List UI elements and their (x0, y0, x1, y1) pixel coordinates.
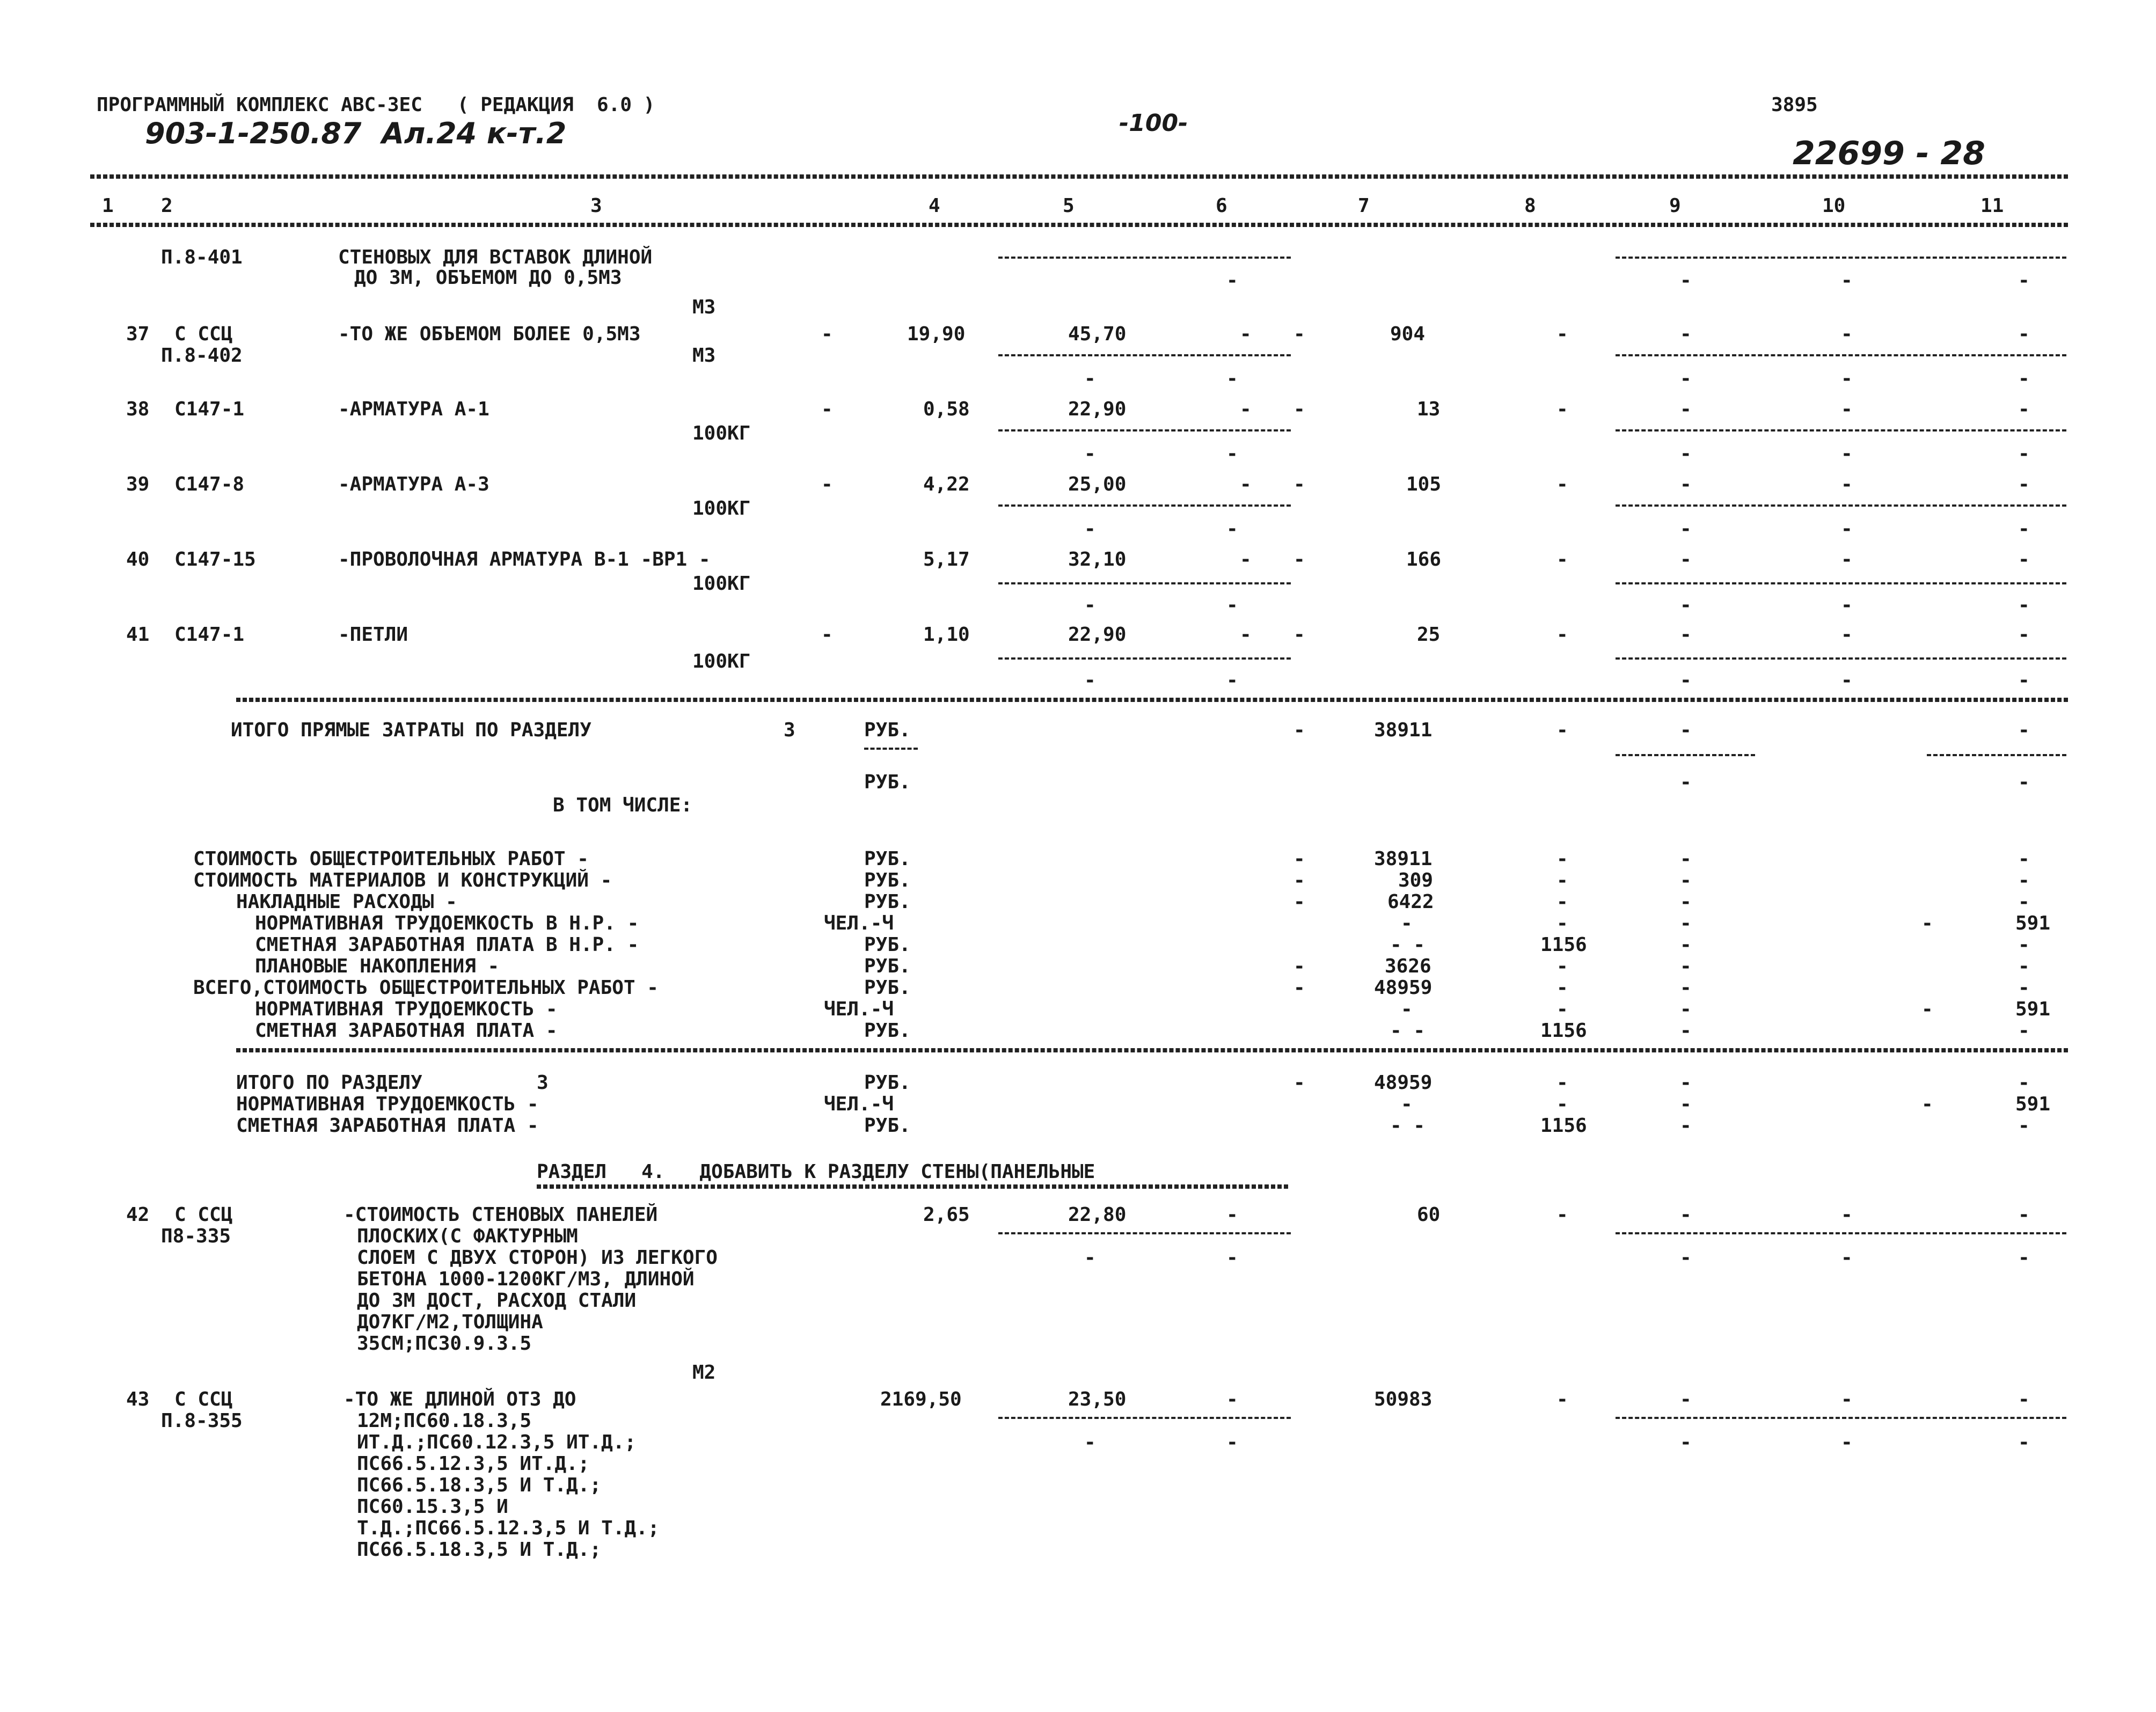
row-value: - (1680, 1431, 1692, 1453)
row-number: 42 (126, 1204, 150, 1226)
breakdown-col8: 3626 (1385, 955, 1431, 977)
row-description: ДО7КГ/М2,ТОЛЩИНА (357, 1311, 543, 1333)
row-col4: - (821, 398, 833, 420)
breakdown-col9: - (1556, 998, 1568, 1020)
row-description: БЕТОНА 1000-1200КГ/М3, ДЛИНОЙ (357, 1268, 695, 1290)
row-value: - (1841, 443, 1853, 465)
row-rule (998, 657, 1291, 660)
section-total-unit: РУБ. (864, 1072, 911, 1094)
row-code: С147-1 (174, 624, 245, 646)
row-value: - (1680, 368, 1692, 390)
row-description: -ПЕТЛИ (338, 624, 408, 646)
breakdown-col8: - - (1390, 1020, 1426, 1042)
row-col8: 25 (1417, 624, 1441, 646)
row-col4: - (821, 473, 833, 495)
breakdown-col10: - (1680, 1020, 1692, 1042)
section4-title-underline (537, 1184, 1288, 1189)
row-col5: 0,58 (923, 398, 970, 420)
row-value: - (1226, 443, 1238, 465)
column-header: 7 (1358, 195, 1370, 217)
row-rule (998, 354, 1291, 356)
breakdown-label: СТОИМОСТЬ МАТЕРИАЛОВ И КОНСТРУКЦИЙ - (193, 869, 612, 891)
column-header: 4 (929, 195, 940, 217)
section-total-col9: 1156 (1540, 1115, 1587, 1137)
row-col10: - (1680, 624, 1692, 646)
row-col10b: - (1841, 398, 1853, 420)
row-col5: 5,17 (923, 548, 970, 570)
row-value: - (1084, 518, 1096, 540)
breakdown-label: СТОИМОСТЬ ОБЩЕСТРОИТЕЛЬНЫХ РАБОТ - (193, 848, 589, 870)
row-col10: - (1680, 1204, 1692, 1226)
row-col10: - (1680, 473, 1692, 495)
row-col7: - (1226, 1204, 1238, 1226)
row-col10: - (1680, 548, 1692, 570)
breakdown-col11: - (2018, 955, 2030, 977)
breakdown-col9: - (1556, 891, 1568, 913)
row-description: -АРМАТУРА А-1 (338, 398, 489, 420)
breakdown-col10: - (1680, 848, 1692, 870)
column-header: 8 (1524, 195, 1536, 217)
totals-value: 38911 (1374, 719, 1433, 741)
section-total-col10: - (1680, 1093, 1692, 1115)
breakdown-col11: - (2018, 891, 2030, 913)
row-col7b: - (1293, 548, 1305, 570)
row-rule (1616, 1232, 2066, 1234)
section-total-col8: - (1401, 1093, 1413, 1115)
column-header: 9 (1669, 195, 1681, 217)
row-description: -ТО ЖЕ ДЛИНОЙ ОТ3 ДО (344, 1388, 576, 1410)
row-col6: 23,50 (1068, 1388, 1127, 1410)
row-description: -ПРОВОЛОЧНАЯ АРМАТУРА В-1 -ВР1 - (338, 548, 711, 570)
row-rule (998, 1232, 1291, 1234)
breakdown-col10: - (1680, 912, 1692, 934)
row-value: - (2018, 669, 2030, 691)
row-rule (998, 429, 1291, 431)
row-value: - (1680, 518, 1692, 540)
section-total-col9: - (1556, 1093, 1568, 1115)
breakdown-col8: 309 (1398, 869, 1434, 891)
row-col11: - (2018, 473, 2030, 495)
row-col7: - (1226, 1388, 1238, 1410)
row-code: С ССЦ (174, 1388, 233, 1410)
row-col11: - (2018, 398, 2030, 420)
row-value: - (1226, 518, 1238, 540)
row-code: С ССЦ (174, 1204, 233, 1226)
row-col9: - (1556, 1204, 1568, 1226)
row-value: - (1084, 368, 1096, 390)
row-value: - (1680, 443, 1692, 465)
breakdown-unit: РУБ. (864, 977, 911, 999)
row-col6: 32,10 (1068, 548, 1127, 570)
row-col7: - (1240, 624, 1252, 646)
program-title: ПРОГРАММНЫЙ КОМПЛЕКС АВС-ЗЕС ( РЕДАКЦИЯ 6.0 ) (97, 94, 655, 116)
breakdown-col8: - - (1390, 934, 1426, 956)
row-value: - (2018, 594, 2030, 616)
row-unit: М3 (692, 296, 716, 318)
breakdown-col8: 6422 (1387, 891, 1434, 913)
row-col8: 166 (1406, 548, 1442, 570)
breakdown-dash: - (1293, 977, 1305, 999)
totals-value: - (2018, 719, 2030, 741)
breakdown-unit: РУБ. (864, 891, 911, 913)
page-number: -100- (1119, 109, 1188, 137)
row-description: ПЛОСКИХ(С ФАКТУРНЫМ (357, 1225, 578, 1247)
breakdown-label: СМЕТНАЯ ЗАРАБОТНАЯ ПЛАТА - (255, 1020, 558, 1042)
column-header: 11 (1980, 195, 2004, 217)
breakdown-col11: - (2018, 1020, 2030, 1042)
breakdown-unit: ЧЕЛ.-Ч (824, 912, 894, 934)
row-description: СЛОЕМ С ДВУХ СТОРОН) ИЗ ЛЕГКОГО (357, 1247, 718, 1269)
row-col6: 25,00 (1068, 473, 1127, 495)
row-unit: 100КГ (692, 497, 751, 520)
breakdown-col11: - (2018, 869, 2030, 891)
section-total-unit: РУБ. (864, 1115, 911, 1137)
row-description: ИТ.Д.;ПС60.12.3,5 ИТ.Д.; (357, 1431, 637, 1453)
row-value: - (2018, 443, 2030, 465)
row-col5: 4,22 (923, 473, 970, 495)
section-total-col9: - (1556, 1072, 1568, 1094)
row-col7b: - (1293, 323, 1305, 345)
breakdown-col11: 591 (2015, 998, 2051, 1020)
row-value: - (1680, 269, 1692, 291)
row-unit: 100КГ (692, 650, 751, 672)
section-total-col10: - (1680, 1115, 1692, 1137)
row-col11: - (2018, 1204, 2030, 1226)
section-total-label: ИТОГО ПО РАЗДЕЛУ (236, 1072, 422, 1094)
row-rule (998, 257, 1291, 259)
row-col10b: - (1841, 473, 1853, 495)
row-col5: 2,65 (923, 1204, 970, 1226)
section-total-col11: - (2018, 1115, 2030, 1137)
row-value: - (1841, 1247, 1853, 1269)
row-col9: - (1556, 473, 1568, 495)
breakdown-label: НОРМАТИВНАЯ ТРУДОЕМКОСТЬ - (255, 998, 558, 1020)
breakdown-col10: - (1680, 955, 1692, 977)
breakdown-col8: - (1401, 998, 1413, 1020)
breakdown-label: ВСЕГО,СТОИМОСТЬ ОБЩЕСТРОИТЕЛЬНЫХ РАБОТ - (193, 977, 659, 999)
breakdown-col11: - (2018, 848, 2030, 870)
totals-unit: РУБ. (864, 719, 911, 741)
breakdown-unit: РУБ. (864, 934, 911, 956)
row-unit: 100КГ (692, 422, 751, 444)
row-rule (998, 1417, 1291, 1419)
row-number: 40 (126, 548, 150, 570)
breakdown-col9: - (1556, 912, 1568, 934)
row-rule (1616, 582, 2066, 584)
breakdown-unit: РУБ. (864, 1020, 911, 1042)
row-value: - (1226, 1247, 1238, 1269)
row-value: - (1841, 1431, 1853, 1453)
breakdown-col11: 591 (2015, 912, 2051, 934)
row-value: - (1084, 1247, 1096, 1269)
row-code: С147-15 (174, 548, 256, 570)
breakdown-col10: - (1680, 977, 1692, 999)
row-col8: 50983 (1374, 1388, 1433, 1410)
column-header: 3 (590, 195, 602, 217)
totals-value: - (1293, 719, 1305, 741)
row-value: - (1226, 368, 1238, 390)
row-description: 12М;ПС60.18.3,5 (357, 1410, 532, 1432)
breakdown-dash: - (1293, 848, 1305, 870)
column-header: 1 (102, 195, 114, 217)
row-col7b: - (1293, 398, 1305, 420)
unit-rule (864, 748, 918, 750)
totals-value: - (1556, 719, 1568, 741)
row-col11: - (2018, 323, 2030, 345)
breakdown-col9: - (1556, 848, 1568, 870)
row-description: Т.Д.;ПС66.5.12.3,5 И Т.Д.; (357, 1517, 660, 1539)
section-total-col11: 591 (2015, 1093, 2051, 1115)
row-col5: 1,10 (923, 624, 970, 646)
row-rule (998, 582, 1291, 584)
breakdown-label: СМЕТНАЯ ЗАРАБОТНАЯ ПЛАТА В Н.Р. - (255, 934, 639, 956)
breakdown-col11: - (2018, 934, 2030, 956)
row-description: СТЕНОВЫХ ДЛЯ ВСТАВОК ДЛИНОЙ (338, 246, 653, 268)
row-number: 41 (126, 624, 150, 646)
row-code: С ССЦ (174, 323, 233, 345)
row-col7: - (1240, 473, 1252, 495)
row-value: - (1084, 443, 1096, 465)
row-col8: 105 (1406, 473, 1442, 495)
row-value: - (1226, 669, 1238, 691)
row-unit: 100КГ (692, 573, 751, 595)
row-col10: - (1680, 323, 1692, 345)
row-col8: 904 (1390, 323, 1426, 345)
row-col9: - (1556, 323, 1568, 345)
row-col5: 2169,50 (880, 1388, 962, 1410)
row-col10b: - (1841, 624, 1853, 646)
breakdown-unit: ЧЕЛ.-Ч (824, 998, 894, 1020)
row-value: - (1084, 1431, 1096, 1453)
row-code: П.8-401 (161, 246, 243, 268)
breakdown-col10: - (1680, 998, 1692, 1020)
breakdown-col9: 1156 (1540, 934, 1587, 956)
row-col8: 60 (1417, 1204, 1441, 1226)
breakdown-unit: РУБ. (864, 848, 911, 870)
breakdown-col10: - (1680, 891, 1692, 913)
row-col5: 19,90 (907, 323, 966, 345)
row-number: 38 (126, 398, 150, 420)
row-description: ПС60.15.3,5 И (357, 1496, 508, 1518)
document-code-top: 3895 (1771, 94, 1818, 116)
totals-rule (1616, 754, 1755, 756)
row-value: - (1841, 269, 1853, 291)
row-col6: 22,80 (1068, 1204, 1127, 1226)
row-value: - (2018, 269, 2030, 291)
row-description: ДО 3М ДОСТ, РАСХОД СТАЛИ (357, 1290, 637, 1312)
row-value: - (1226, 269, 1238, 291)
breakdown-dash: - (1293, 891, 1305, 913)
row-number: 39 (126, 473, 150, 495)
row-description: 35СМ;ПС30.9.3.5 (357, 1333, 532, 1355)
column-header: 6 (1216, 195, 1227, 217)
row-value: - (2018, 1431, 2030, 1453)
row-value: - (1841, 669, 1853, 691)
section-total-unit: ЧЕЛ.-Ч (824, 1093, 894, 1115)
row-rule (1616, 504, 2066, 507)
totals-rule (1927, 754, 2066, 756)
row-description: -АРМАТУРА А-3 (338, 473, 489, 495)
row-rule (1616, 257, 2066, 259)
row-rule (1616, 354, 2066, 356)
breakdown-col9: - (1556, 955, 1568, 977)
row-description: -ТО ЖЕ ОБЪЕМОМ БОЛЕЕ 0,5М3 (338, 323, 641, 345)
row-code: П.8-355 (161, 1410, 243, 1432)
row-col10b: - (1841, 1204, 1853, 1226)
section-total-col11: - (2018, 1072, 2030, 1094)
breakdown-col10: - (1680, 869, 1692, 891)
breakdown-label: НАКЛАДНЫЕ РАСХОДЫ - (236, 891, 457, 913)
section-total-col10: - (1680, 1072, 1692, 1094)
row-col6: 45,70 (1068, 323, 1127, 345)
breakdown-dash: - (1293, 869, 1305, 891)
breakdown-col8: 38911 (1374, 848, 1433, 870)
row-value: - (2018, 1247, 2030, 1269)
row-value: - (1680, 594, 1692, 616)
row-number: 43 (126, 1388, 150, 1410)
row-number: 37 (126, 323, 150, 345)
breakdown-col9: - (1556, 977, 1568, 999)
row-value: - (1841, 594, 1853, 616)
row-unit: М2 (692, 1362, 716, 1384)
section-total-dash: - (1293, 1072, 1305, 1094)
totals-label: ИТОГО ПРЯМЫЕ ЗАТРАТЫ ПО РАЗДЕЛУ (231, 719, 591, 741)
row-description: ДО 3М, ОБЪЕМОМ ДО 0,5М3 (354, 267, 622, 289)
totals-unit: РУБ. (864, 771, 911, 793)
row-col7b: - (1293, 473, 1305, 495)
row-col7: - (1240, 323, 1252, 345)
header-bottom-rule (90, 223, 2068, 227)
row-col6: 22,90 (1068, 624, 1127, 646)
breakdown-col8: 48959 (1374, 977, 1433, 999)
breakdown-col9: 1156 (1540, 1020, 1587, 1042)
section-total-col8: - - (1390, 1115, 1426, 1137)
breakdown-dash: - (1921, 998, 1933, 1020)
header-top-rule (90, 174, 2068, 179)
row-value: - (1841, 518, 1853, 540)
breakdown-label: НОРМАТИВНАЯ ТРУДОЕМКОСТЬ В Н.Р. - (255, 912, 639, 934)
row-description: -СТОИМОСТЬ СТЕНОВЫХ ПАНЕЛЕЙ (344, 1204, 658, 1226)
row-col10b: - (1841, 1388, 1853, 1410)
column-header: 2 (161, 195, 173, 217)
row-rule (1616, 1417, 2066, 1419)
row-col8: 13 (1417, 398, 1441, 420)
row-col10: - (1680, 1388, 1692, 1410)
row-value: - (1084, 669, 1096, 691)
breakdown-col10: - (1680, 934, 1692, 956)
breakdown-col8: - (1401, 912, 1413, 934)
row-col9: - (1556, 398, 1568, 420)
handwritten-reference: 903-1-250.87 Ал.24 к-т.2 (145, 116, 567, 150)
row-col10b: - (1841, 323, 1853, 345)
breakdown-dash: - (1921, 912, 1933, 934)
row-value: - (1680, 1247, 1692, 1269)
row-description: ПС66.5.12.3,5 ИТ.Д.; (357, 1453, 590, 1475)
section-total-label: СМЕТНАЯ ЗАРАБОТНАЯ ПЛАТА - (236, 1115, 539, 1137)
row-col11: - (2018, 1388, 2030, 1410)
row-value: - (1680, 669, 1692, 691)
row-value: - (1226, 1431, 1238, 1453)
breakdown-col9: - (1556, 869, 1568, 891)
row-code: С147-1 (174, 398, 245, 420)
row-rule (1616, 657, 2066, 660)
row-col9: - (1556, 624, 1568, 646)
row-col7b: - (1293, 624, 1305, 646)
row-description: ПС66.5.18.3,5 И Т.Д.; (357, 1474, 602, 1496)
breakdown-unit: РУБ. (864, 955, 911, 977)
row-description: ПС66.5.18.3,5 И Т.Д.; (357, 1539, 602, 1561)
breakdown-unit: РУБ. (864, 869, 911, 891)
section-total-label: НОРМАТИВНАЯ ТРУДОЕМКОСТЬ - (236, 1093, 539, 1115)
breakdown-dash: - (1293, 955, 1305, 977)
row-col4: - (821, 323, 833, 345)
row-rule (1616, 429, 2066, 431)
row-col7: - (1240, 548, 1252, 570)
column-header: 5 (1063, 195, 1075, 217)
row-code: П.8-402 (161, 345, 243, 367)
subheader-including: В ТОМ ЧИСЛЕ: (553, 794, 693, 816)
breakdown-col11: - (2018, 977, 2030, 999)
row-col9: - (1556, 1388, 1568, 1410)
column-header: 10 (1822, 195, 1846, 217)
row-code: П8-335 (161, 1225, 231, 1247)
row-col9: - (1556, 548, 1568, 570)
row-value: - (1226, 594, 1238, 616)
section-rule (236, 698, 2068, 702)
breakdown-label: ПЛАНОВЫЕ НАКОПЛЕНИЯ - (255, 955, 500, 977)
row-value: - (2018, 368, 2030, 390)
totals-value: - (1680, 719, 1692, 741)
row-col7: - (1240, 398, 1252, 420)
totals-value: - (1680, 771, 1692, 793)
section-rule (236, 1048, 2068, 1052)
row-col6: 22,90 (1068, 398, 1127, 420)
section-total-col8: 48959 (1374, 1072, 1433, 1094)
row-code: С147-8 (174, 473, 245, 495)
row-unit: М3 (692, 345, 716, 367)
row-value: - (1841, 368, 1853, 390)
row-col11: - (2018, 548, 2030, 570)
document-code: 22699 - 28 (1793, 135, 1985, 172)
row-value: - (1084, 594, 1096, 616)
row-rule (998, 504, 1291, 507)
section4-title: РАЗДЕЛ 4. ДОБАВИТЬ К РАЗДЕЛУ СТЕНЫ(ПАНЕЛЬНЫЕ (537, 1161, 1095, 1183)
row-value: - (2018, 518, 2030, 540)
row-col10b: - (1841, 548, 1853, 570)
totals-value: - (2018, 771, 2030, 793)
row-col11: - (2018, 624, 2030, 646)
totals-section-number: 3 (784, 719, 795, 741)
section-total-number: 3 (537, 1072, 549, 1094)
row-col10: - (1680, 398, 1692, 420)
row-col4: - (821, 624, 833, 646)
section-total-dash: - (1921, 1093, 1933, 1115)
